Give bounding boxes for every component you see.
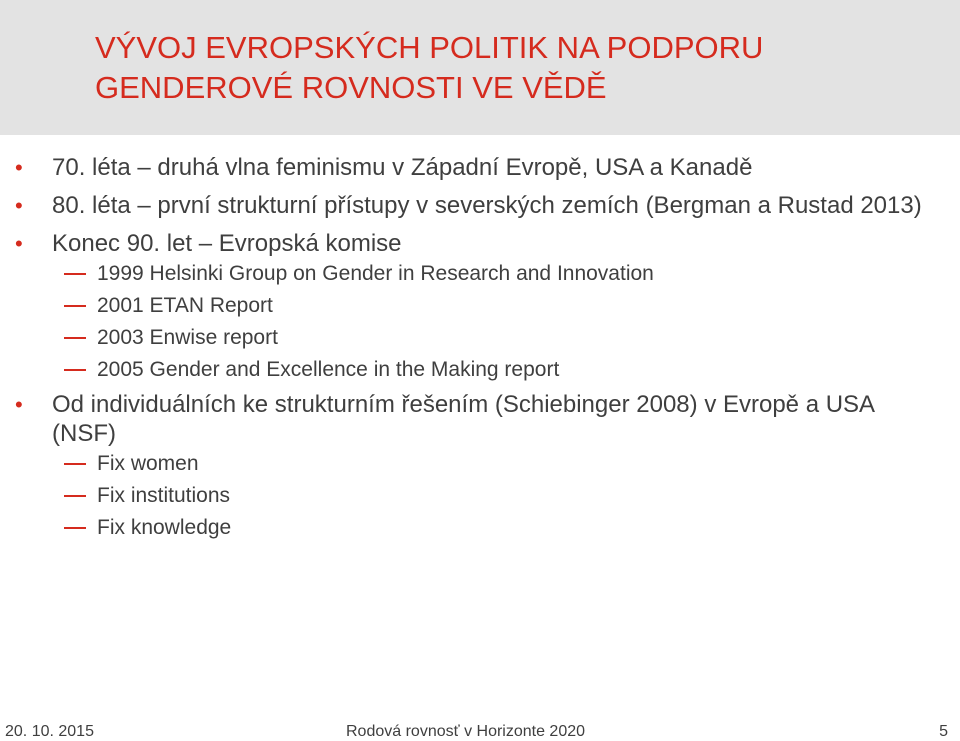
sub-bullet-text: 2001 ETAN Report — [97, 294, 273, 317]
sub-bullet-text: 2003 Enwise report — [97, 326, 278, 349]
bullet-text: 70. léta – druhá vlna feminismu v Západní Evropě, USA a Kanadě — [52, 154, 753, 181]
sub-bullet-item — [0, 354, 960, 386]
sub-bullet-text: 2005 Gender and Excellence in the Making report — [97, 358, 560, 381]
dash-marker-icon — [64, 463, 86, 465]
sub-bullet-text: Fix knowledge — [97, 516, 232, 539]
sub-bullet-item — [0, 290, 960, 322]
dash-marker-icon — [64, 337, 86, 339]
bullet-text: Konec 90. let – Evropská komise — [52, 230, 402, 257]
dash-marker-icon — [64, 495, 86, 497]
sub-bullet-text: 1999 Helsinki Group on Gender in Research and Innovation — [97, 262, 654, 285]
page-number: 5 — [939, 723, 948, 740]
bullet-item — [0, 153, 960, 182]
bullet-text: 80. léta – první strukturní přístupy v severských zemích (Bergman a Rustad 2013) — [52, 192, 922, 219]
sub-bullet-item — [0, 258, 960, 290]
bullet-item — [0, 191, 960, 220]
bullet-text: Od individuálních ke strukturním řešením (Schiebinger 2008) v Evropě a USA (NSF) — [52, 391, 874, 447]
sub-bullet-item — [0, 512, 960, 544]
bullet-item — [0, 229, 960, 258]
bullet-list — [0, 153, 960, 544]
bullet-dot-icon: • — [15, 231, 23, 256]
bullet-dot-icon: • — [15, 155, 23, 180]
slide-title: VÝVOJ EVROPSKÝCH POLITIK NA PODPORU GENDEROVÉ ROVNOSTI VE VĚDĚ — [95, 30, 764, 105]
bullet-dot-icon: • — [15, 392, 23, 417]
footer-title: Rodová rovnosť v Horizonte 2020 — [346, 723, 586, 740]
bullet-dot-icon: • — [15, 193, 23, 218]
dash-marker-icon — [64, 369, 86, 371]
sub-bullet-text: Fix women — [97, 452, 199, 475]
sub-bullet-item — [0, 448, 960, 480]
sub-bullet-text: Fix institutions — [97, 484, 231, 507]
dash-marker-icon — [64, 273, 86, 275]
bullet-item — [0, 390, 960, 448]
sub-bullet-item — [0, 480, 960, 512]
dash-marker-icon — [64, 305, 86, 307]
sub-bullet-item — [0, 322, 960, 354]
footer-date: 20. 10. 2015 — [5, 723, 94, 740]
dash-marker-icon — [64, 527, 86, 529]
